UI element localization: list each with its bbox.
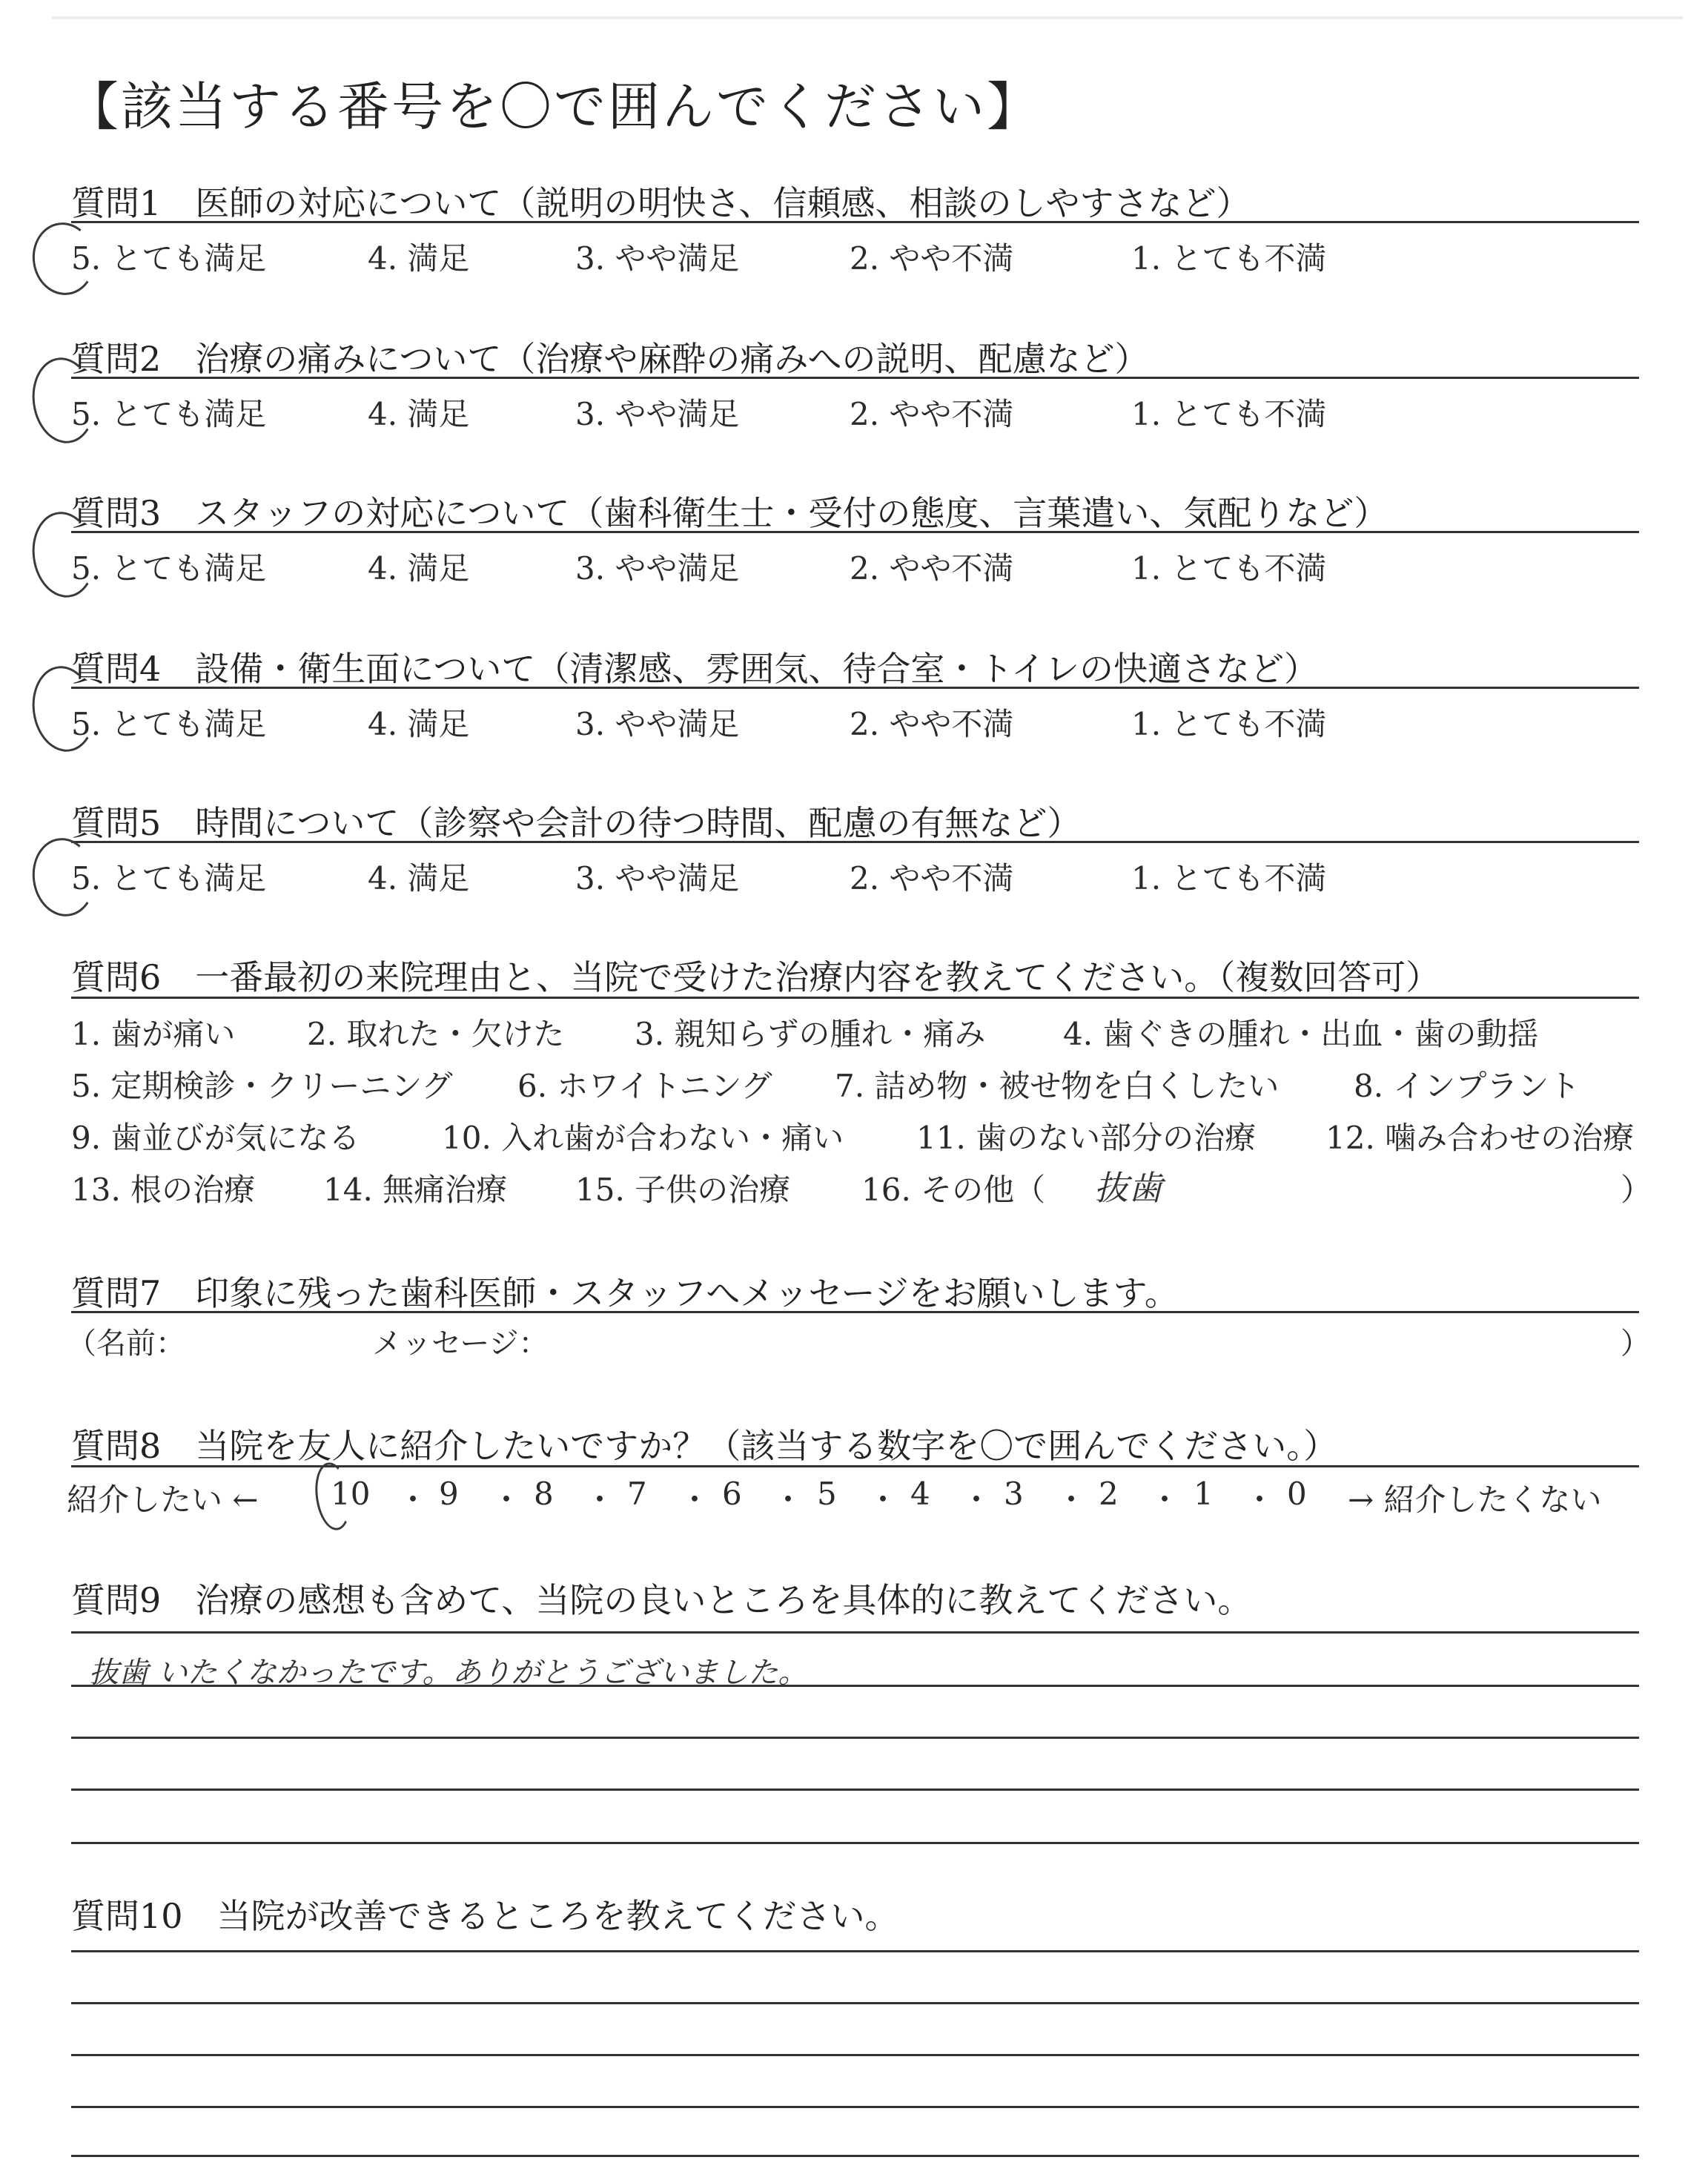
question-4-label: 質問4 [71, 649, 162, 689]
q8-hand-circle [311, 1460, 354, 1533]
q4-option-3[interactable]: 3. やや満足 [575, 706, 740, 742]
question-5-label: 質問5 [71, 803, 162, 843]
q6-option-1[interactable]: 1. 歯が痛い [71, 1016, 236, 1052]
q1-option-2[interactable]: 2. やや不満 [850, 240, 1014, 277]
q8-scale-9[interactable]: 9 [439, 1476, 459, 1512]
q8-dot: ・ [961, 1482, 993, 1518]
q5-option-2[interactable]: 2. やや不満 [850, 860, 1014, 896]
q6-option-11[interactable]: 11. 歯のない部分の治療 [916, 1120, 1257, 1156]
q5-option-3[interactable]: 3. やや満足 [575, 860, 740, 896]
q10-line-4 [71, 2106, 1639, 2108]
q9-answer[interactable]: 抜歯 いたくなかったです。ありがとうございました。 [89, 1656, 808, 1690]
question-1-title [71, 176, 1251, 225]
q8-dot: ・ [584, 1482, 616, 1518]
q8-scale-6[interactable]: 6 [722, 1476, 742, 1512]
q6-option-10[interactable]: 10. 入れ歯が合わない・痛い [442, 1120, 844, 1156]
question-2-rule [71, 377, 1639, 379]
q5-option-1[interactable]: 1. とても不満 [1131, 860, 1327, 896]
q8-dot: ・ [1149, 1482, 1181, 1518]
question-2-text: 治療の痛みについて（治療や麻酔の痛みへの説明、配慮など） [195, 339, 1149, 379]
question-10-text: 当院が改善できるところを教えてください。 [216, 1896, 899, 1936]
q6-option-5[interactable]: 5. 定期検診・クリーニング [71, 1068, 453, 1104]
q8-scale-0[interactable]: 0 [1287, 1476, 1307, 1512]
q1-option-4[interactable]: 4. 満足 [368, 240, 470, 277]
q9-line-3 [71, 1737, 1639, 1739]
q6-option-15[interactable]: 15. 子供の治療 [575, 1172, 791, 1208]
question-7-title [71, 1266, 1179, 1315]
q10-line-2 [71, 2002, 1639, 2004]
question-9-label: 質問9 [71, 1580, 162, 1620]
question-5-text: 時間について（診察や会計の待つ時間、配慮の有無など） [195, 803, 1082, 843]
question-6-label: 質問6 [71, 957, 162, 997]
question-6-text: 一番最初の来院理由と、当院で受けた治療内容を教えてください。（複数回答可） [195, 957, 1440, 997]
q8-scale-4[interactable]: 4 [910, 1476, 930, 1512]
q2-option-4[interactable]: 4. 満足 [368, 396, 470, 432]
q6-option-6[interactable]: 6. ホワイトニング [517, 1068, 772, 1104]
q6-option-13[interactable]: 13. 根の治療 [71, 1172, 256, 1208]
q6-option-row-4 [71, 1166, 1652, 1208]
question-3-title [71, 486, 1388, 535]
q5-hand-circle [27, 834, 100, 921]
question-4-rule [71, 687, 1639, 689]
q6-option-row-2 [71, 1062, 1643, 1103]
question-5-title [71, 796, 1081, 845]
q7-message-label[interactable]: メッセージ： [372, 1327, 549, 1361]
q1-option-5[interactable]: 5. とても満足 [71, 240, 267, 277]
q3-option-4[interactable]: 4. 満足 [368, 550, 470, 587]
q8-scale-1[interactable]: 1 [1194, 1476, 1214, 1512]
q4-option-5[interactable]: 5. とても満足 [71, 706, 267, 742]
q7-response-row [67, 1320, 1650, 1364]
q8-dot: ・ [397, 1482, 429, 1518]
q8-scale-2[interactable]: 2 [1099, 1476, 1119, 1512]
q3-option-5[interactable]: 5. とても満足 [71, 550, 267, 587]
q9-line-4 [71, 1789, 1639, 1791]
q9-line-5 [71, 1842, 1639, 1844]
question-10-title [71, 1889, 899, 1938]
question-3-options [71, 544, 1331, 589]
q4-option-4[interactable]: 4. 満足 [368, 706, 470, 742]
question-1-text: 医師の対応について（説明の明快さ、信頼感、相談のしやすさなど） [195, 183, 1251, 223]
q8-scale-3[interactable]: 3 [1004, 1476, 1024, 1512]
q8-dot: ・ [491, 1482, 523, 1518]
question-5-options [71, 854, 1331, 899]
question-1-label: 質問1 [71, 183, 162, 223]
question-3-rule [71, 531, 1639, 533]
q9-line-1 [71, 1631, 1639, 1634]
question-8-label: 質問8 [71, 1426, 162, 1466]
q8-scale-5[interactable]: 5 [817, 1476, 837, 1512]
q7-close-paren: ） [1621, 1327, 1650, 1361]
question-7-label: 質問7 [71, 1273, 162, 1313]
q7-name-label[interactable]: （名前： [67, 1327, 185, 1361]
question-1-rule [71, 221, 1639, 223]
q3-option-1[interactable]: 1. とても不満 [1131, 550, 1327, 587]
q6-option-12[interactable]: 12. 噛み合わせの治療 [1325, 1120, 1635, 1156]
q6-option-14[interactable]: 14. 無痛治療 [323, 1172, 508, 1208]
q8-dot: ・ [867, 1482, 899, 1518]
q2-option-5[interactable]: 5. とても満足 [71, 396, 267, 432]
q10-line-3 [71, 2054, 1639, 2056]
question-10-label: 質問10 [71, 1896, 183, 1936]
question-7-rule [71, 1311, 1639, 1313]
q1-option-1[interactable]: 1. とても不満 [1131, 240, 1327, 277]
question-1-options [71, 234, 1331, 279]
q3-option-3[interactable]: 3. やや満足 [575, 550, 740, 587]
question-6-title [71, 951, 1440, 1000]
q8-left-label: 紹介したい ← [67, 1482, 259, 1518]
q8-dot: ・ [772, 1482, 804, 1518]
q6-option-7[interactable]: 7. 詰め物・被せ物を白くしたい [835, 1068, 1280, 1104]
q2-option-1[interactable]: 1. とても不満 [1131, 396, 1327, 432]
q10-line-5 [71, 2155, 1639, 2157]
question-3-label: 質問3 [71, 493, 162, 533]
q8-scale-7[interactable]: 7 [627, 1476, 647, 1512]
q5-option-5[interactable]: 5. とても満足 [71, 860, 267, 896]
q6-other-answer[interactable]: 抜歯 [1094, 1168, 1162, 1208]
question-5-rule [71, 841, 1639, 843]
q6-other-close: ） [1621, 1172, 1652, 1208]
q5-option-4[interactable]: 4. 満足 [368, 860, 470, 896]
question-4-title [71, 642, 1318, 691]
question-8-rule [71, 1465, 1639, 1467]
q6-option-16[interactable]: 16. その他（ [861, 1172, 1046, 1208]
q8-dot: ・ [1244, 1482, 1276, 1518]
q3-option-2[interactable]: 2. やや不満 [850, 550, 1014, 587]
q8-dot: ・ [1056, 1482, 1088, 1518]
q6-option-4[interactable]: 4. 歯ぐきの腫れ・出血・歯の動揺 [1063, 1016, 1539, 1052]
page-title: 【該当する番号を〇で囲んでください】 [67, 76, 1041, 137]
q6-option-3[interactable]: 3. 親知らずの腫れ・痛み [635, 1016, 986, 1052]
q6-option-row-3 [71, 1114, 1643, 1155]
q6-option-row-1 [71, 1010, 1643, 1051]
question-3-text: スタッフの対応について（歯科衛生士・受付の態度、言葉遣い、気配りなど） [195, 493, 1388, 533]
q4-option-1[interactable]: 1. とても不満 [1131, 706, 1327, 742]
q8-dot: ・ [679, 1482, 711, 1518]
question-4-options [71, 700, 1331, 744]
question-2-label: 質問2 [71, 339, 162, 379]
question-7-text: 印象に残った歯科医師・スタッフへメッセージをお願いします。 [195, 1273, 1179, 1313]
q2-option-3[interactable]: 3. やや満足 [575, 396, 740, 432]
q10-line-1 [71, 1950, 1639, 1952]
question-2-options [71, 390, 1331, 435]
q4-option-2[interactable]: 2. やや不満 [850, 706, 1014, 742]
question-8-text: 当院を友人に紹介したいですか？（該当する数字を〇で囲んでください。） [195, 1426, 1338, 1466]
top-edge-line [52, 16, 1683, 19]
q6-option-2[interactable]: 2. 取れた・欠けた [307, 1016, 565, 1052]
q8-scale-row [67, 1476, 1646, 1520]
q1-hand-circle [28, 219, 100, 300]
q6-option-8[interactable]: 8. インプラント [1354, 1068, 1580, 1104]
q8-scale-8[interactable]: 8 [534, 1476, 554, 1512]
question-4-text: 設備・衛生面について（清潔感、雰囲気、待合室・トイレの快適さなど） [195, 649, 1319, 689]
q8-right-label: → 紹介したくない [1348, 1482, 1602, 1518]
question-6-rule [71, 997, 1639, 999]
q8-scale-10[interactable]: 10 [331, 1476, 371, 1512]
question-9-text: 治療の感想も含めて、当院の良いところを具体的に教えてください。 [195, 1580, 1252, 1620]
question-2-title [71, 332, 1148, 381]
q1-option-3[interactable]: 3. やや満足 [575, 240, 740, 277]
q6-option-9[interactable]: 9. 歯並びが気になる [71, 1120, 360, 1156]
q9-line-2 [71, 1685, 1639, 1687]
question-9-title [71, 1573, 1251, 1622]
q2-option-2[interactable]: 2. やや不満 [850, 396, 1014, 432]
question-8-title [71, 1419, 1337, 1468]
